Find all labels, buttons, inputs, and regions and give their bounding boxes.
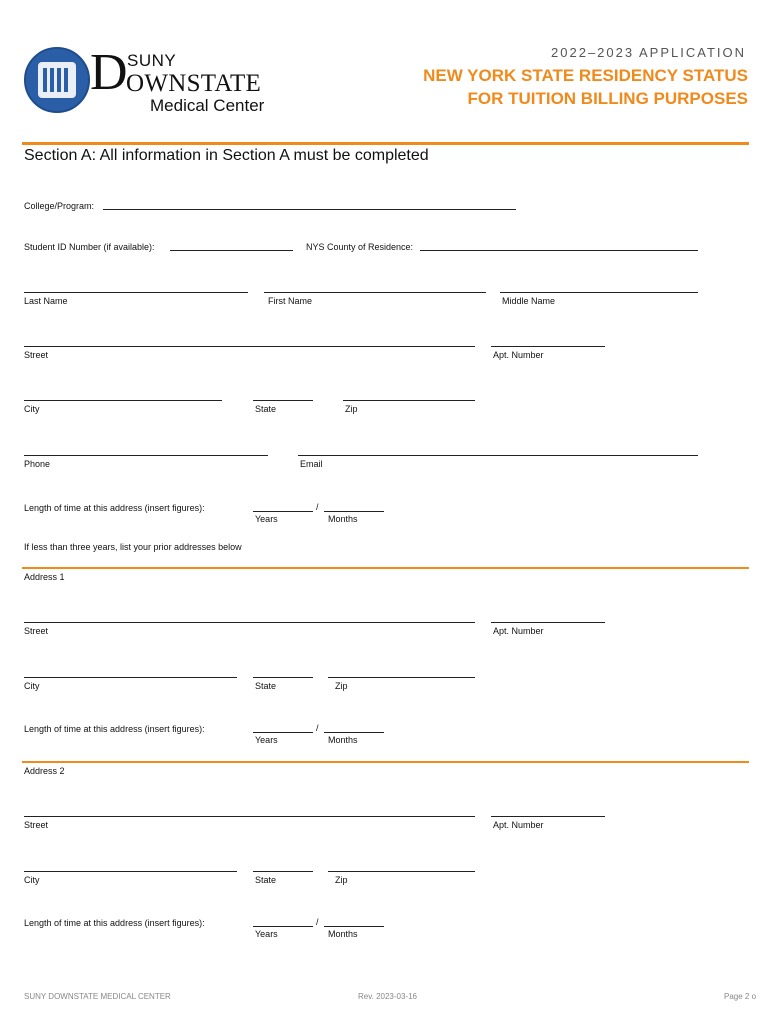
apt-field[interactable] <box>491 346 605 347</box>
footer-page: Page 2 o <box>724 992 757 1001</box>
address2-months-field[interactable] <box>324 926 384 927</box>
address2-apt-field[interactable] <box>491 816 605 817</box>
address1-slash: / <box>316 723 319 733</box>
address2-slash: / <box>316 917 319 927</box>
apt-label: Apt. Number <box>493 350 544 360</box>
city-label: City <box>24 404 40 414</box>
building-icon <box>38 62 76 98</box>
years-label: Years <box>255 514 278 524</box>
state-field[interactable] <box>253 400 313 401</box>
address1-state-field[interactable] <box>253 677 313 678</box>
city-field[interactable] <box>24 400 222 401</box>
address2-length-label: Length of time at this address (insert figures): <box>24 918 205 928</box>
address1-years-label: Years <box>255 735 278 745</box>
address1-street-label: Street <box>24 626 49 636</box>
first-name-field[interactable] <box>264 292 486 293</box>
years-field[interactable] <box>253 511 313 512</box>
seal-icon <box>24 47 90 113</box>
middle-name-field[interactable] <box>500 292 698 293</box>
address1-city-label: City <box>24 681 40 691</box>
student-id-field[interactable] <box>170 250 293 251</box>
address1-zip-label: Zip <box>335 681 348 691</box>
address2-divider <box>22 761 749 763</box>
logo-medical-center: Medical Center <box>150 96 265 115</box>
zip-label: Zip <box>345 404 358 414</box>
address2-zip-label: Zip <box>335 875 348 885</box>
address2-title: Address 2 <box>24 766 65 776</box>
form-title-line1: NEW YORK STATE RESIDENCY STATUS <box>423 66 748 85</box>
street-field[interactable] <box>24 346 475 347</box>
address2-years-label: Years <box>255 929 278 939</box>
student-id-label: Student ID Number (if available): <box>24 242 155 252</box>
address1-months-field[interactable] <box>324 732 384 733</box>
address2-months-label: Months <box>328 929 358 939</box>
phone-label: Phone <box>24 459 51 469</box>
logo-ownstate: OWNSTATE <box>126 70 262 97</box>
address1-zip-field[interactable] <box>328 677 475 678</box>
logo-d: D <box>90 44 128 101</box>
address1-length-label: Length of time at this address (insert figures): <box>24 724 205 734</box>
months-field[interactable] <box>324 511 384 512</box>
header-divider <box>22 142 749 145</box>
form-title-line2: FOR TUITION BILLING PURPOSES <box>467 89 748 108</box>
months-label: Months <box>328 514 358 524</box>
phone-field[interactable] <box>24 455 268 456</box>
address1-months-label: Months <box>328 735 358 745</box>
address1-city-field[interactable] <box>24 677 237 678</box>
address2-state-label: State <box>255 875 277 885</box>
middle-name-label: Middle Name <box>502 296 556 306</box>
college-program-field[interactable] <box>103 209 516 210</box>
county-field[interactable] <box>420 250 698 251</box>
address1-divider <box>22 567 749 569</box>
address2-city-field[interactable] <box>24 871 237 872</box>
email-field[interactable] <box>298 455 698 456</box>
address1-street-field[interactable] <box>24 622 475 623</box>
first-name-label: First Name <box>268 296 313 306</box>
length-label: Length of time at this address (insert figures): <box>24 503 205 513</box>
section-a-title: Section A: All information in Section A must be completed <box>24 147 429 164</box>
logo-suny: SUNY <box>127 51 177 70</box>
address1-years-field[interactable] <box>253 732 313 733</box>
footer-org: SUNY DOWNSTATE MEDICAL CENTER <box>24 992 171 1001</box>
county-label: NYS County of Residence: <box>306 242 414 252</box>
address2-state-field[interactable] <box>253 871 313 872</box>
address2-street-field[interactable] <box>24 816 475 817</box>
prior-address-note: If less than three years, list your prior addresses below <box>24 542 242 552</box>
address1-apt-label: Apt. Number <box>493 626 544 636</box>
college-program-label: College/Program: <box>24 201 95 211</box>
state-label: State <box>255 404 277 414</box>
address1-title: Address 1 <box>24 572 65 582</box>
zip-field[interactable] <box>343 400 475 401</box>
street-label: Street <box>24 350 49 360</box>
email-label: Email <box>300 459 323 469</box>
last-name-label: Last Name <box>24 296 68 306</box>
address1-state-label: State <box>255 681 277 691</box>
address2-city-label: City <box>24 875 40 885</box>
address1-apt-field[interactable] <box>491 622 605 623</box>
last-name-field[interactable] <box>24 292 248 293</box>
slash: / <box>316 502 319 512</box>
address2-zip-field[interactable] <box>328 871 475 872</box>
application-year: 2022–2023 APPLICATION <box>551 45 746 60</box>
address2-street-label: Street <box>24 820 49 830</box>
address2-years-field[interactable] <box>253 926 313 927</box>
address2-apt-label: Apt. Number <box>493 820 544 830</box>
footer-revision: Rev. 2023-03-16 <box>358 992 417 1001</box>
